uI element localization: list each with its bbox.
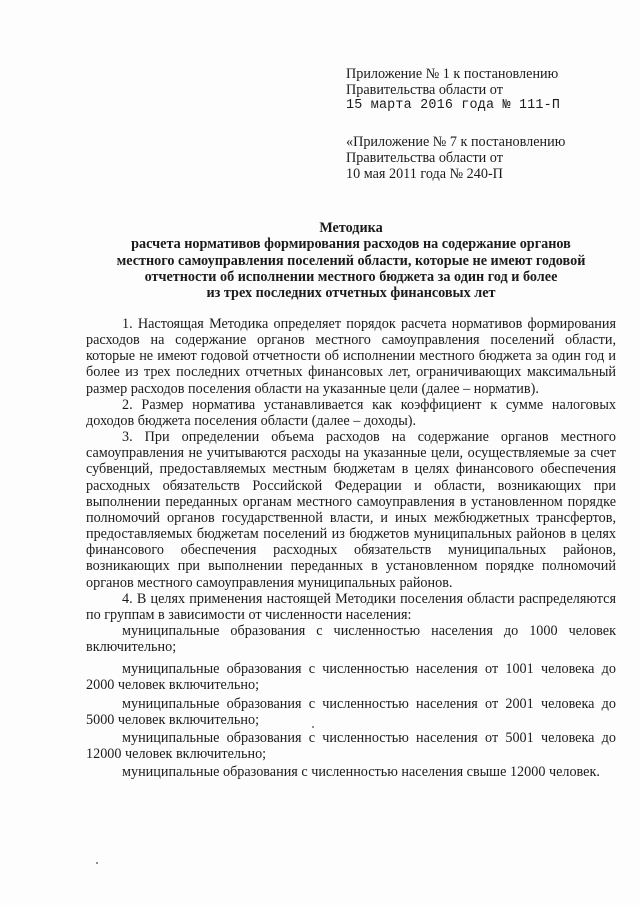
group-item-2: муниципальные образования с численностью населения от 1001 человека до 2000 человек включительно; [86, 661, 616, 694]
appendix-1-line-2: Правительства области от [346, 82, 503, 98]
scan-speck [312, 726, 314, 728]
document-body [86, 316, 616, 780]
appendix-1-header [346, 66, 616, 114]
title-line-1: Методика [319, 220, 383, 236]
group-item-4: муниципальные образования с численностью населения от 5001 человека до 12000 человек включительно; [86, 729, 616, 763]
paragraph-2: 2. Размер норматива устанавливается как коэффициент к сумме налоговых доходов бюджета поселения области (далее – доходы). [86, 396, 616, 429]
paragraph-4: 4. В целях применения настоящей Методики поселения области распределяются по группам в зависимости от численности населения: [86, 590, 616, 623]
appendix-7-line-2: Правительства области от [346, 150, 503, 166]
title-line-3: местного самоуправления поселений области, которые не имеют годовой [116, 252, 586, 269]
group-item-1: муниципальные образования с численностью населения до 1000 человек включительно; [86, 622, 616, 656]
appendix-1-line-1: Приложение № 1 к постановлению [346, 66, 559, 82]
title-line-4: отчетности об исполнении местного бюджета за один год и более [144, 268, 558, 285]
document-title [86, 220, 616, 301]
paragraph-1: 1. Настоящая Методика определяет порядок расчета нормативов формирования расходов на содержание органов местного самоуправления поселений области, которые не имеют годовой отчетности об исполнении местного бюджета за один год и более из трех последних отчетных финансовых лет, ограничивающих максимальный размер расходов поселения области на указанные цели (далее – норматив). [86, 316, 616, 397]
title-line-2: расчета нормативов формирования расходов на содержание органов [131, 236, 571, 253]
group-item-5: муниципальные образования с численностью населения свыше 12000 человек. [122, 764, 600, 781]
appendix-1-line-3: 15 марта 2016 года № 111-П [346, 98, 561, 113]
appendix-7-line-1: «Приложение № 7 к постановлению [346, 134, 566, 150]
appendix-7-header [346, 134, 616, 182]
appendix-7-line-3: 10 мая 2011 года № 240-П [346, 166, 503, 182]
scan-speck [96, 862, 98, 864]
group-item-3: муниципальные образования с численностью населения от 2001 человека до 5000 человек включительно; [86, 695, 616, 728]
paragraph-3: 3. При определении объема расходов на содержание органов местного самоуправления не учитываются расходы на указанные цели, осуществляемые за счет субвенций, предоставляемых местным бюджетам в целях финансового обеспечения расходных обязательств Российской Федерации и области, возникающих при выполнении переданных органам местного самоуправления в установленном порядке полномочий органов государственной власти, и иных межбюджетных трансфертов, предоставляемых бюджетам поселений из бюджетов муниципальных районов в целях финансового обеспечения расходных обязательств муниципальных районов, возникающих при выполнении переданных в установленном порядке полномочий органов местного самоуправления муниципальных районов. [86, 429, 616, 591]
title-line-5: из трех последних отчетных финансовых лет [206, 285, 496, 302]
